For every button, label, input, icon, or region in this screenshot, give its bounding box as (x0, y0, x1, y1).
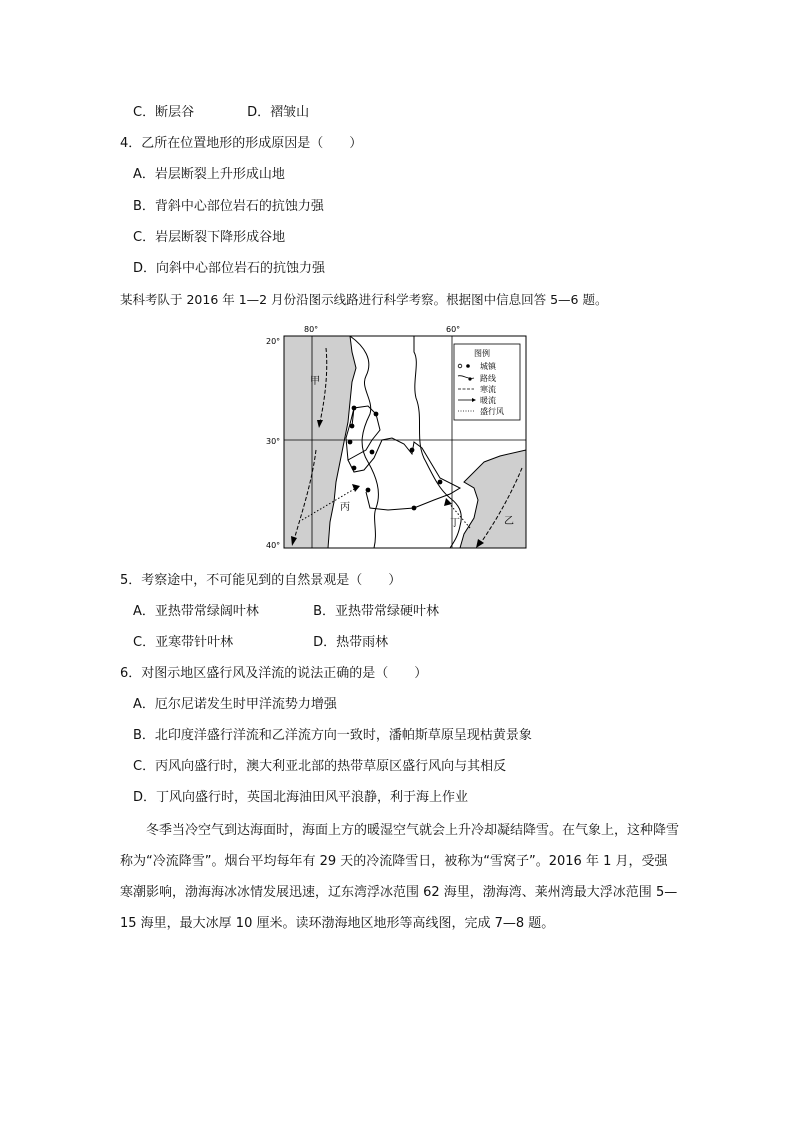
passage-7-8: 冬季当冷空气到达海面时，海面上方的暖湿空气就会上升冷却凝结降雪。在气象上，这种降雪称为“冷流降雪”。烟台平均每年有 29 天的冷流降雪日，被称为“雪窝子”。2016 年 1 月，受强寒潮影响，渤海海冰冰情发展迅速，辽东湾浮冰范围 62 海里，渤海湾、莱州湾最大浮冰范围 5—15 海里，最大冰厚 10 厘米。读环渤海地区地形等高线图，完成 7—8 题。 (120, 823, 680, 931)
q3-option-d: D．褶皱山 (247, 105, 310, 120)
q5-option-b: B．亚热带常绿硬叶林 (313, 604, 440, 619)
legend-route-dot (468, 377, 471, 380)
q4-stem: 4．乙所在位置地形的形成原因是（ ） (120, 136, 363, 151)
label-bing: 丙 (340, 502, 350, 513)
lon-label-80: 80° (304, 325, 319, 334)
legend-warm: 暖流 (480, 396, 496, 405)
town (348, 440, 353, 445)
q4-option-c: C．岩层断裂下降形成谷地 (133, 230, 286, 245)
town (438, 480, 443, 485)
legend-cold: 寒流 (480, 385, 496, 394)
q5-option-c: C．亚寒带针叶林 (133, 635, 234, 650)
q4-option-d: D．向斜中心部位岩石的抗蚀力强 (133, 261, 326, 276)
q5-options-ab (133, 603, 439, 621)
q3-options (133, 104, 309, 122)
q5-stem: 5．考察途中，不可能见到的自然景观是（ ） (120, 573, 402, 588)
label-yi: 乙 (504, 516, 514, 527)
q6-option-a: A．厄尔尼诺发生时甲洋流势力增强 (133, 697, 337, 712)
lat-label-40: 40° (266, 541, 281, 550)
lon-label-60: 60° (446, 325, 461, 334)
legend-title: 图例 (474, 349, 490, 358)
intro-5-6: 某科考队于 2016 年 1—2 月份沿图示线路进行科学考察。根据图中信息回答 5—6 题。 (120, 292, 608, 307)
legend-route: 路线 (480, 374, 496, 383)
q5-option-a: A．亚热带常绿阔叶林 (133, 604, 259, 619)
q4-option-a: A．岩层断裂上升形成山地 (133, 167, 285, 182)
town (410, 448, 415, 453)
q5-options-cd (133, 634, 388, 652)
q6-option-b: B．北印度洋盛行洋流和乙洋流方向一致时，潘帕斯草原呈现枯黄景象 (133, 728, 532, 743)
town (412, 506, 417, 511)
legend-wind: 盛行风 (480, 407, 504, 416)
town (374, 412, 379, 417)
town (352, 466, 357, 471)
legend-town: 城镇 (480, 362, 496, 371)
legend-town-icon (466, 364, 470, 368)
q4-option-b: B．背斜中心部位岩石的抗蚀力强 (133, 199, 324, 214)
q5-option-d: D．热带雨林 (313, 635, 389, 650)
q3-option-c: C．断层谷 (133, 105, 195, 120)
lat-label-20: 20° (266, 337, 281, 346)
town (350, 424, 355, 429)
south-america-map (264, 322, 530, 552)
lat-label-30: 30° (266, 437, 281, 446)
q6-stem: 6．对图示地区盛行风及洋流的说法正确的是（ ） (120, 666, 428, 681)
town (352, 406, 357, 411)
town (366, 488, 371, 493)
q6-option-c: C．丙风向盛行时，澳大利亚北部的热带草原区盛行风向与其相反 (133, 759, 507, 774)
town (370, 450, 375, 455)
label-ding: 丁 (450, 518, 460, 529)
label-jia: 甲 (310, 376, 320, 387)
q6-option-d: D．丁风向盛行时，英国北海油田风平浪静，利于海上作业 (133, 790, 469, 805)
